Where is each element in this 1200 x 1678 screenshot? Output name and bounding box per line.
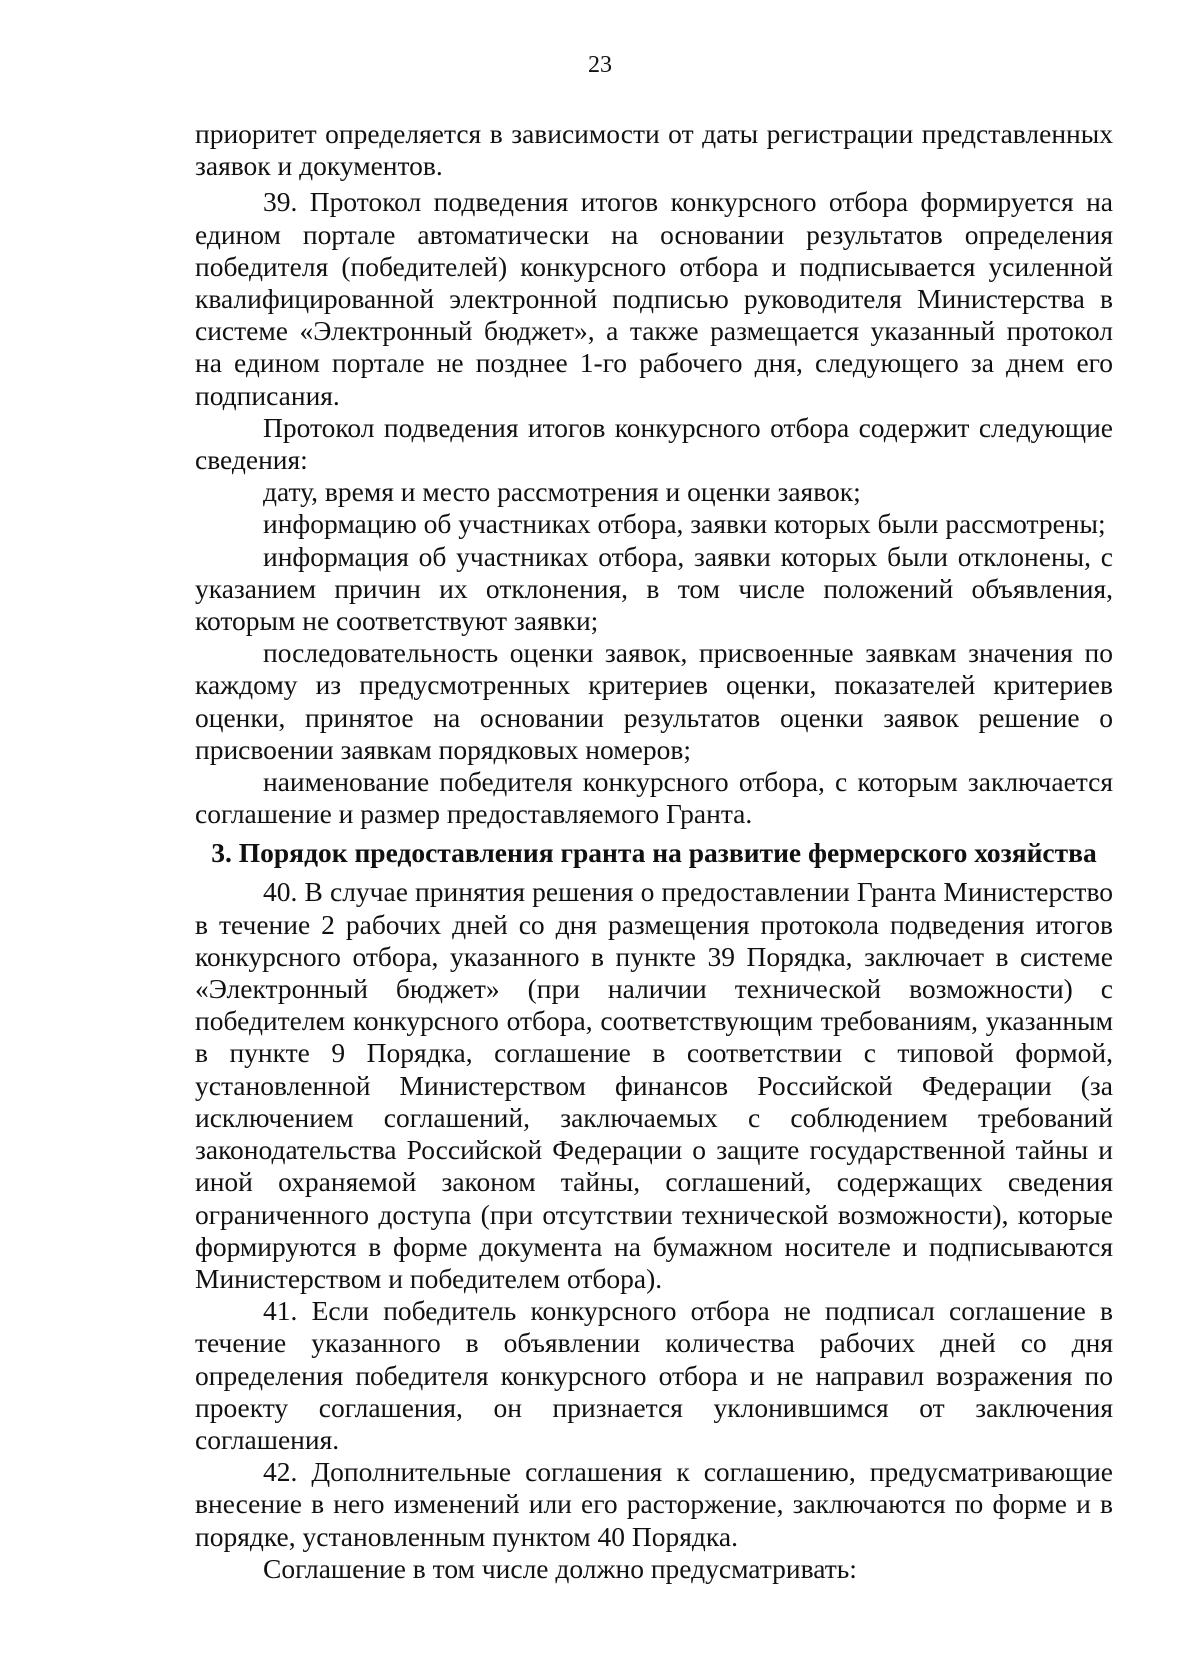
paragraph-41: 41. Если победитель конкурсного отбора не подписал соглашение в течение указанного в объявлении количества рабочих дней со дня определения победителя конкурсного отбора и не направил возражения по проекту соглашения, он признается уклонившимся от заключения соглашения.: [195, 1295, 1113, 1455]
paragraph-42: 42. Дополнительные соглашения к соглашению, предусматривающие внесение в него изменений или его расторжение, заключаются по форме и в порядке, установленным пунктом 40 Порядка.: [195, 1456, 1113, 1552]
list-item-date-time-place: дату, время и место рассмотрения и оценки заявок;: [263, 476, 861, 508]
list-item-reviewed-participants: информацию об участниках отбора, заявки которых были рассмотрены;: [263, 508, 1106, 540]
document-body: [195, 118, 1113, 1585]
list-item-winner-name: наименование победителя конкурсного отбора, с которым заключается соглашение и размер предоставляемого Гранта.: [195, 766, 1113, 830]
section-heading: 3. Порядок предоставления гранта на развитие фермерского хозяйства: [211, 837, 1097, 869]
page-number: 23: [588, 52, 612, 78]
paragraph-agreement-provisions: Соглашение в том числе должно предусматривать:: [263, 1552, 857, 1584]
paragraph-continuation: приоритет определяется в зависимости от даты регистрации представленных заявок и документов.: [195, 118, 1113, 182]
list-item-evaluation-order: последовательность оценки заявок, присвоенные заявкам значения по каждому из предусмотренных критериев оценки, показателей критериев оценки, принятое на основании результатов оценки заявок решение о присвоении заявкам порядковых номеров;: [195, 637, 1113, 765]
paragraph-40: 40. В случае принятия решения о предоставлении Гранта Министерство в течение 2 рабочих дней со дня размещения протокола подведения итогов конкурсного отбора, указанного в пункте 39 Порядка, заключает в системе «Электронный бюджет» (при наличии технической возможности) с победителем конкурсного отбора, соответствующим требованиям, указанным в пункте 9 Порядка, соглашение в соответствии с типовой формой, установленной Министерством финансов Российской Федерации (за исключением соглашений, заключаемых с соблюдением требований законодательства Российской Федерации о защите государственной тайны и иной охраняемой законом тайны, соглашений, содержащих сведения ограниченного доступа (при отсутствии технической возможности), которые формируются в форме документа на бумажном носителе и подписываются Министерством и победителем отбора).: [195, 876, 1113, 1294]
paragraph-protocol-contents: Протокол подведения итогов конкурсного отбора содержит следующие сведения:: [195, 411, 1113, 476]
list-item-rejected-participants: информация об участниках отбора, заявки которых были отклонены, с указанием причин их отклонения, в том числе положений объявления, которым не соответствуют заявки;: [195, 540, 1113, 637]
paragraph-39: 39. Протокол подведения итогов конкурсного отбора формируется на едином портале автоматически на основании результатов определения победителя (победителей) конкурсного отбора и подписывается усиленной квалифицированной электронной подписью руководителя Министерства в системе «Электронный бюджет», а также размещается указанный протокол на едином портале не позднее 1-го рабочего дня, следующего за днем его подписания.: [195, 186, 1113, 411]
